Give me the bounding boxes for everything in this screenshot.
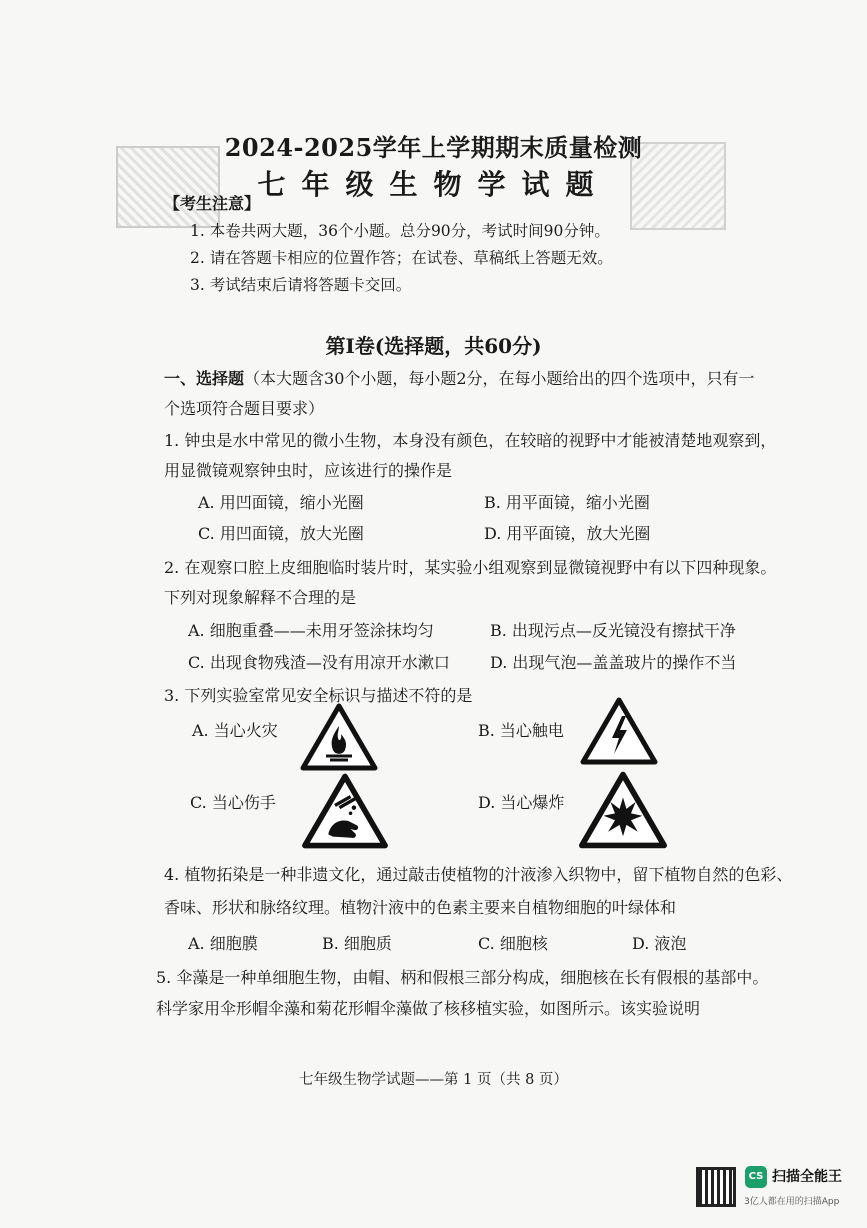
explosion-warning-icon [578,770,668,850]
question-stem: 1. 钟虫是水中常见的微小生物，本身没有颜色，在较暗的视野中才能被清楚地观察到， [164,431,777,450]
option-b: B. 用平面镜，缩小光圈 [484,493,650,512]
question-stem: 科学家用伞形帽伞藻和菊花形帽伞藻做了核移植实验，如图所示。该实验说明 [156,999,701,1018]
part-label: 一、选择题 [164,369,245,388]
notice-item: 1. 本卷共两大题，36个小题。总分90分，考试时间90分钟。 [190,222,610,240]
option-d: D. 用平面镜，放大光圈 [484,524,651,543]
page-footer: 七年级生物学试题——第 1 页（共 8 页） [299,1072,568,1088]
question-stem: 香味、形状和脉络纹理。植物汁液中的色素主要来自植物细胞的叶绿体和 [164,898,677,917]
option-c: C. 用凹面镜，放大光圈 [198,524,364,543]
fire-warning-icon [300,702,378,772]
part-description: 个选项符合题目要求） [164,399,325,418]
qr-code-icon [696,1167,736,1207]
option-c: C. 细胞核 [478,934,548,953]
part-description: （本大题含30个小题，每小题2分，在每小题给出的四个选项中，只有一 [244,369,755,388]
notice-item: 2. 请在答题卡相应的位置作答；在试卷、草稿纸上答题无效。 [190,249,613,267]
option-a: A. 当心火灾 [192,721,278,740]
notice-item: 3. 考试结束后请将答题卡交回。 [190,276,412,294]
question-stem: 下列对现象解释不合理的是 [164,588,357,607]
option-a: A. 细胞膜 [188,934,258,953]
question-stem: 3. 下列实验室常见安全标识与描述不符的是 [164,686,473,705]
exam-subtitle: 七年级生物学试题 [257,168,610,201]
question-stem: 5. 伞藻是一种单细胞生物，由帽、柄和假根三部分构成，细胞核在长有假根的基部中。 [156,968,769,987]
camscanner-logo-icon: CS [745,1166,767,1188]
option-c: C. 当心伤手 [190,793,276,812]
option-a: A. 细胞重叠——未用牙签涂抹均匀 [188,621,434,640]
option-b: B. 当心触电 [478,721,564,740]
electric-shock-warning-icon [580,696,658,766]
question-stem: 4. 植物拓染是一种非遗文化，通过敲击使植物的汁液渗入织物中，留下植物自然的色彩、 [164,865,793,884]
option-d: D. 液泡 [632,934,687,953]
option-a: A. 用凹面镜，缩小光圈 [198,493,364,512]
option-d: D. 当心爆炸 [478,793,565,812]
option-b: B. 细胞质 [322,934,392,953]
question-stem: 用显微镜观察钟虫时，应该进行的操作是 [164,461,453,480]
watermark-app-name: 扫描全能王 [772,1169,842,1185]
exam-title: 2024-2025学年上学期期末质量检测 [224,133,643,162]
watermark-tagline: 3亿人都在用的扫描App [744,1197,840,1207]
option-d: D. 出现气泡—盖盖玻片的操作不当 [490,653,737,672]
option-c: C. 出现食物残渣—没有用凉开水漱口 [188,653,450,672]
corrosive-hand-warning-icon [300,772,390,850]
question-stem: 2. 在观察口腔上皮细胞临时装片时，某实验小组观察到显微镜视野中有以下四种现象。 [164,558,777,577]
option-b: B. 出现污点—反光镜没有擦拭干净 [490,621,736,640]
section-title: 第Ⅰ卷(选择题，共60分) [325,334,542,358]
notice-heading: 【考生注意】 [164,194,261,213]
